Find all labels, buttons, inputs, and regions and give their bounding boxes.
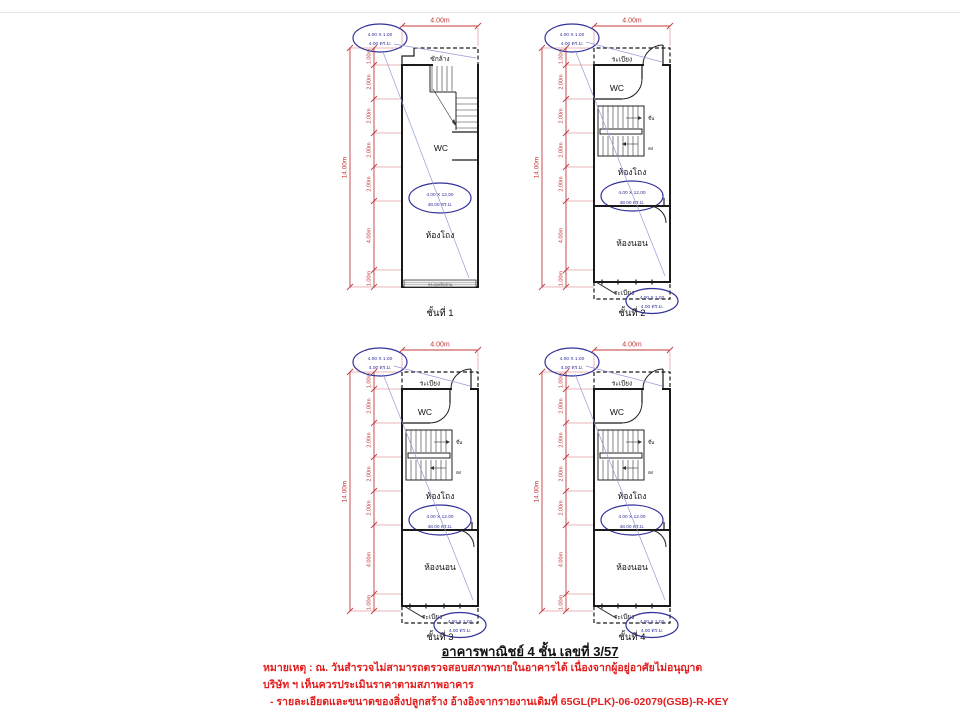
segment-dimension: 2.00m	[558, 74, 565, 90]
area-value: 4.00 ตร.ม.	[368, 366, 392, 371]
area-value: 4.00 ตร.ม.	[560, 42, 584, 47]
segment-dimension: 2.00m	[366, 432, 373, 448]
segment-dimension: 1.00m	[366, 372, 373, 389]
width-dimension: 4.00m	[622, 17, 642, 25]
door-swing	[430, 403, 450, 423]
floor-title: ชั้นที่ 4	[618, 632, 646, 643]
area-size: 4.00 X 1.00	[639, 620, 665, 625]
segment-dimension: 2.00m	[366, 398, 373, 414]
stair-down-label: ลง	[648, 470, 653, 475]
balcony-label: ระเบียง	[421, 614, 443, 621]
balcony-label: ระเบียง	[611, 56, 633, 64]
stair-up-label: ขึ้น	[648, 440, 655, 445]
door-swing	[457, 530, 474, 547]
floor-plan-drawing	[522, 10, 707, 332]
width-dimension: 4.00m	[430, 341, 450, 349]
segment-dimension: 1.00m	[558, 48, 565, 65]
stair-up-arrow	[638, 116, 642, 120]
area-size: 4.00 X 1.00	[367, 357, 393, 362]
width-dimension: 4.00m	[430, 17, 450, 25]
segment-dimension: 2.00m	[558, 500, 565, 516]
balcony-label: ระเบียง	[419, 380, 441, 388]
overall-height-dimension: 14.00m	[341, 156, 349, 179]
floor-plan-drawing	[330, 334, 515, 656]
area-value: 48.00 ตร.ม.	[427, 203, 453, 208]
segment-dimension: 2.00m	[366, 176, 373, 192]
hall-label: ห้องโถง	[425, 491, 455, 501]
wc-area	[434, 132, 478, 160]
drawing-caption: อาคารพาณิชย์ 4 ชั้น เลขที่ 3/57	[441, 644, 619, 659]
area-size: 4.00 X 1.00	[559, 357, 585, 362]
stair-up-label: ขึ้น	[456, 440, 463, 445]
leader-line	[383, 52, 469, 278]
segment-dimension: 1.00m	[558, 270, 565, 287]
staircase	[406, 430, 462, 480]
segment-dimension: 1.00m	[558, 594, 565, 611]
area-value: 4.00 ตร.ม.	[640, 305, 664, 310]
balcony-top	[594, 45, 670, 65]
staircase	[598, 106, 654, 156]
dimension-lines	[342, 18, 482, 291]
floor-plan-4	[522, 334, 707, 656]
door-swing	[622, 79, 642, 99]
stair-up-label: ขึ้น	[648, 116, 655, 121]
stair-down-label: ลง	[456, 470, 461, 475]
area-value: 48.00 ตร.ม.	[619, 201, 645, 206]
segment-dimension: 2.00m	[366, 500, 373, 516]
rolling-shutter-door	[404, 280, 476, 287]
area-size: 4.00 X 1.00	[367, 33, 393, 38]
overall-height-dimension: 14.00m	[533, 480, 541, 503]
segment-dimension: 2.00m	[558, 142, 565, 158]
floor-title: ชั้นที่ 3	[426, 632, 454, 643]
rolling-door-label: ประตูเหล็กม้วน	[427, 282, 453, 287]
floor-plan-drawing	[522, 334, 707, 656]
walls	[402, 48, 478, 287]
width-dimension: 4.00m	[622, 341, 642, 349]
stair-down-arrow	[622, 466, 626, 470]
segment-dimension: 2.00m	[558, 466, 565, 482]
area-size: 4.00 X 12.00	[426, 193, 454, 198]
segment-dimension: 2.00m	[558, 108, 565, 124]
hall-label: ห้องโถง	[617, 491, 647, 501]
balcony-label: ระเบียง	[613, 614, 635, 621]
segment-dimension: 1.00m	[366, 270, 373, 287]
area-size: 4.00 X 1.00	[559, 33, 585, 38]
overall-height-dimension: 14.00m	[341, 480, 349, 503]
segment-dimension: 1.00m	[366, 48, 373, 65]
staircase	[430, 65, 477, 130]
wc-area	[594, 389, 642, 423]
balcony-top	[594, 369, 670, 389]
segment-dimension: 2.00m	[366, 108, 373, 124]
stair-up-arrow	[446, 440, 450, 444]
segment-dimension: 2.00m	[366, 142, 373, 158]
floor-plan-1	[330, 10, 515, 332]
overall-height-dimension: 14.00m	[533, 156, 541, 179]
area-size: 4.00 X 12.00	[618, 515, 646, 520]
stair-down-arrow	[430, 466, 434, 470]
door-swing	[649, 530, 666, 547]
remark-line: บริษัท ฯ เห็นควรประเมินราคาตามสภาพอาคาร	[263, 679, 474, 691]
wc-area	[594, 65, 642, 99]
bedroom-label: ห้องนอน	[424, 562, 456, 572]
segment-dimension: 2.00m	[366, 74, 373, 90]
remark-line: - รายละเอียดและขนาดของสิ่งปลูกสร้าง อ้างอิงจากรายงานเดิมที่ 65GL(PLK)-06-02079(GSB)-R-KEY	[270, 696, 729, 708]
stair-up-arrow	[638, 440, 642, 444]
segment-dimension: 2.00m	[366, 466, 373, 482]
segment-dimension: 1.00m	[366, 594, 373, 611]
area-size: 4.00 X 1.00	[639, 296, 665, 301]
floor-plan-3	[330, 334, 515, 656]
hall-label: ห้องโถง	[425, 230, 455, 240]
bedroom-label: ห้องนอน	[616, 238, 648, 248]
segment-dimension: 4.00m	[366, 551, 373, 568]
wc-label: WC	[433, 143, 449, 153]
area-annotation-large	[409, 183, 471, 213]
remarks-block	[263, 660, 743, 711]
area-value: 4.00 ตร.ม.	[448, 629, 472, 634]
bedroom-area	[594, 522, 670, 572]
area-size: 4.00 X 12.00	[618, 191, 646, 196]
staircase	[598, 430, 654, 480]
wc-label: WC	[609, 83, 625, 93]
bedroom-area	[594, 198, 670, 248]
floor-title: ชั้นที่ 1	[426, 308, 454, 319]
segment-dimension: 2.00m	[558, 398, 565, 414]
segment-dimension: 4.00m	[558, 551, 565, 568]
door-swing	[649, 206, 666, 223]
segment-dimension: 4.00m	[558, 227, 565, 244]
segment-dimension: 2.00m	[558, 432, 565, 448]
remark-line: หมายเหตุ : ณ. วันสำรวจไม่สามารถตรวจสอบสภาพภายในอาคารได้ เนื่องจากผู้อยู่อาศัยไม่อนุญาต	[263, 662, 703, 674]
wc-label: WC	[417, 407, 433, 417]
door-swing	[622, 403, 642, 423]
segment-dimension: 2.00m	[558, 176, 565, 192]
laundry-label: ซักล้าง	[430, 56, 450, 63]
segment-dimension: 1.00m	[558, 372, 565, 389]
wc-area	[402, 389, 450, 423]
area-value: 48.00 ตร.ม.	[427, 525, 453, 530]
stair-down-label: ลง	[648, 146, 653, 151]
bedroom-label: ห้องนอน	[616, 562, 648, 572]
area-value: 48.00 ตร.ม.	[619, 525, 645, 530]
area-size: 4.00 X 12.00	[426, 515, 454, 520]
balcony-label: ระเบียง	[611, 380, 633, 388]
area-value: 4.00 ตร.ม.	[368, 42, 392, 47]
hall-label: ห้องโถง	[617, 167, 647, 177]
area-size: 4.00 X 1.00	[447, 620, 473, 625]
balcony-top	[402, 369, 478, 389]
area-value: 4.00 ตร.ม.	[640, 629, 664, 634]
balcony-label: ระเบียง	[613, 290, 635, 297]
wc-label: WC	[609, 407, 625, 417]
segment-dimension: 4.00m	[366, 227, 373, 244]
floor-plan-2	[522, 10, 707, 332]
stair-down-arrow	[622, 142, 626, 146]
bedroom-area	[402, 522, 478, 572]
area-value: 4.00 ตร.ม.	[560, 366, 584, 371]
floor-plan-drawing	[330, 10, 515, 332]
floor-title: ชั้นที่ 2	[618, 308, 646, 319]
